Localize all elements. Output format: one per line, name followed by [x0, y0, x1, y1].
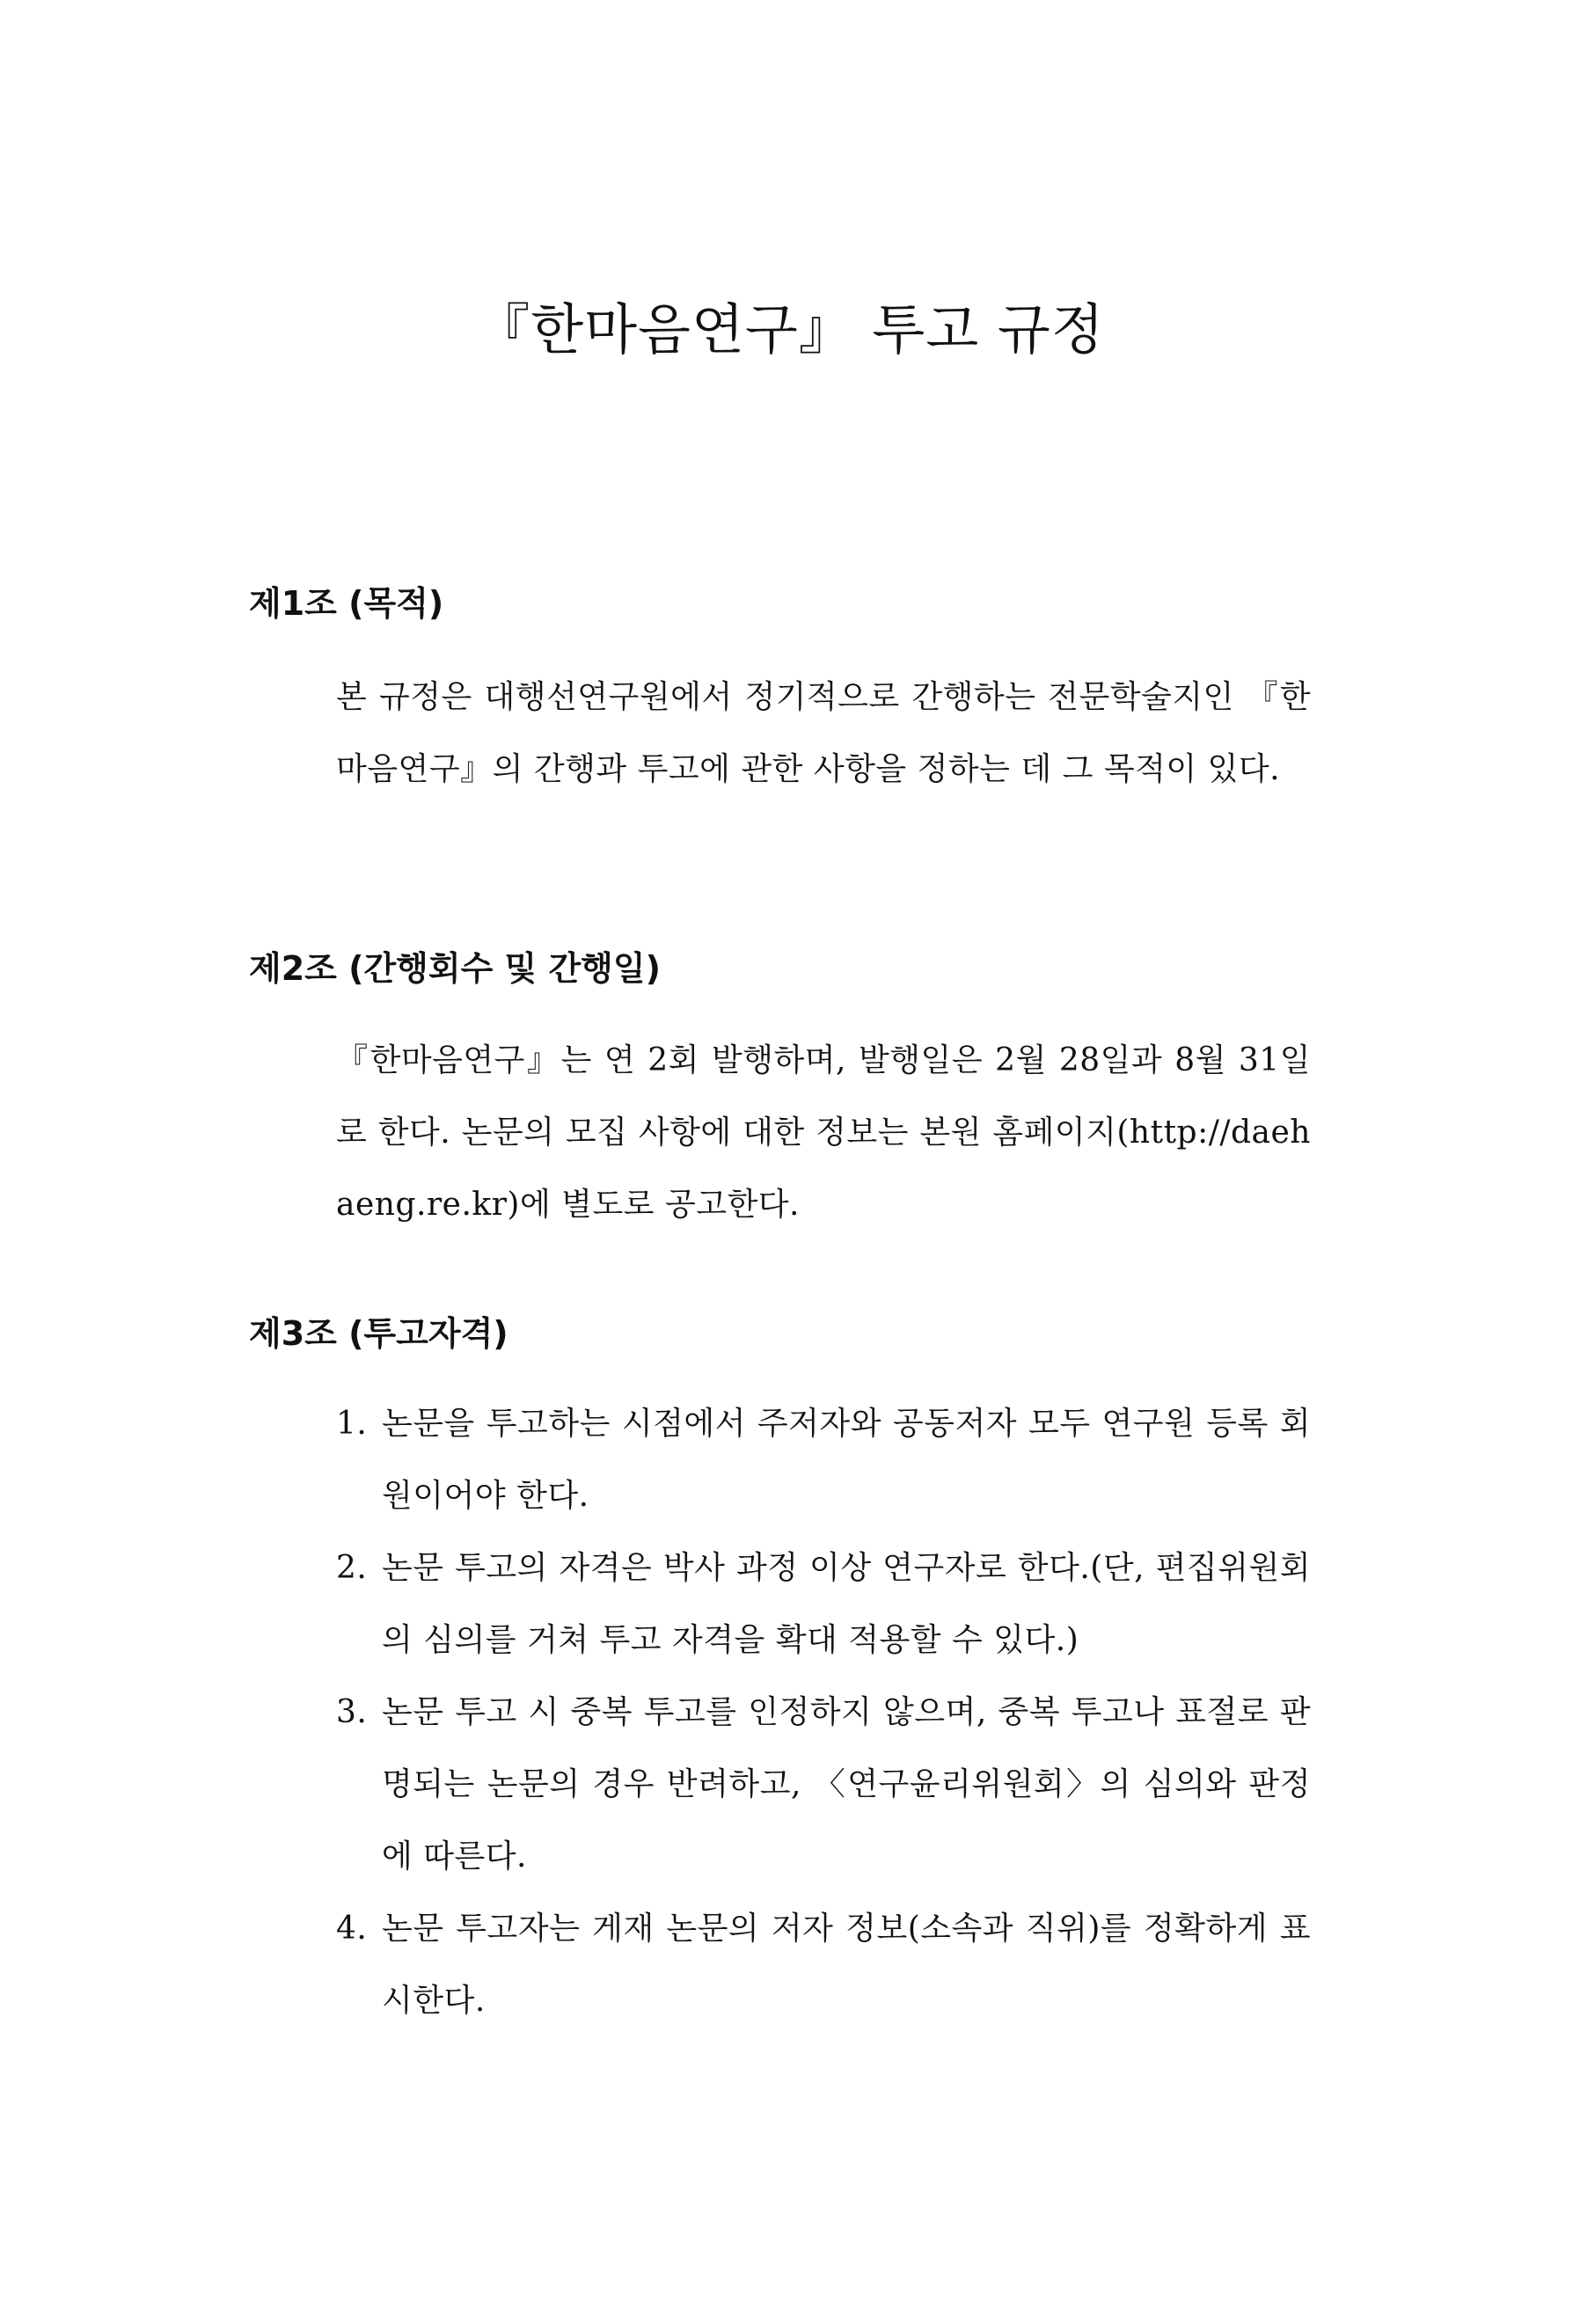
list-item-number: 1.: [336, 1406, 368, 1442]
list-item-number: 3.: [336, 1694, 368, 1730]
article-3-list: [336, 1388, 1311, 2037]
list-item-text: 논문 투고의 자격은 박사 과정 이상 연구자로 한다.(단, 편집위원회의 심의를 거쳐 투고 자격을 확대 적용할 수 있다.): [382, 1550, 1311, 1658]
list-item-number: 4.: [336, 1911, 368, 1947]
article-2-heading: 제2조 (간행회수 및 간행일): [249, 949, 661, 988]
list-item: [336, 1893, 1311, 2037]
list-item-text: 논문을 투고하는 시점에서 주저자와 공동저자 모두 연구원 등록 회원이어야 한다.: [382, 1406, 1311, 1514]
article-3-heading: 제3조 (투고자격): [249, 1314, 508, 1353]
list-item: [336, 1388, 1311, 1532]
article-2-body: 『한마음연구』는 연 2회 발행하며, 발행일은 2월 28일과 8월 31일로 한다. 논문의 모집 사항에 대한 정보는 본원 홈페이지(http://daehaeng.re.kr)에 별도로 공고한다.: [336, 1042, 1311, 1223]
list-item-text: 논문 투고자는 게재 논문의 저자 정보(소속과 직위)를 정확하게 표시한다.: [382, 1911, 1311, 2019]
list-item: [336, 1677, 1311, 1893]
list-item: [336, 1532, 1311, 1677]
document-title: 『한마음연구』 투고 규정: [475, 297, 1105, 362]
article-1-body: 본 규정은 대행선연구원에서 정기적으로 간행하는 전문학술지인 『한마음연구』의 간행과 투고에 관한 사항을 정하는 데 그 목적이 있다.: [336, 679, 1311, 787]
article-1-heading: 제1조 (목적): [249, 584, 444, 623]
list-item-number: 2.: [336, 1550, 368, 1586]
list-item-text: 논문 투고 시 중복 투고를 인정하지 않으며, 중복 투고나 표절로 판명되는 논문의 경우 반려하고, 〈연구윤리위원회〉의 심의와 판정에 따른다.: [382, 1694, 1311, 1875]
